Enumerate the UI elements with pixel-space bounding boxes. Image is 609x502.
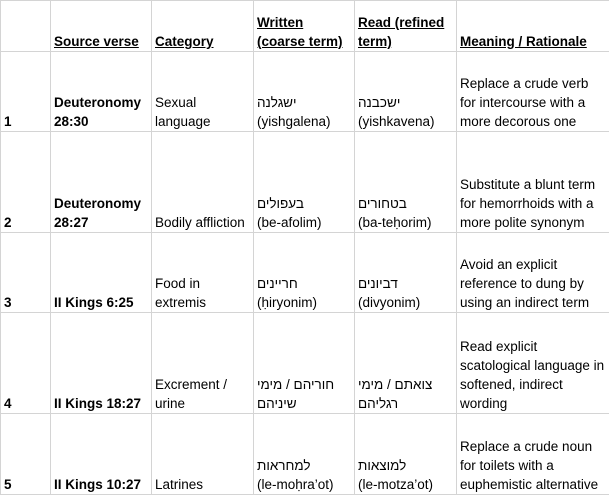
written-cell[interactable] xyxy=(254,233,355,313)
read-transliteration: (divyonim) xyxy=(358,295,421,310)
read-transliteration: (yishkavena) xyxy=(358,114,435,129)
meaning-cell[interactable]: Replace a crude noun for toilets with a euphemistic alternative xyxy=(457,414,609,495)
header-row xyxy=(1,1,609,52)
written-hebrew: ישגלנה xyxy=(257,95,297,110)
read-hebrew: דביונים xyxy=(358,276,398,291)
read-hebrew: צואתם / מימי רגליהם xyxy=(358,377,433,411)
written-transliteration: (ḥiryonim) xyxy=(257,295,318,310)
header-written: Written (coarse term) xyxy=(257,15,343,49)
table-row xyxy=(1,313,609,414)
table-row xyxy=(1,132,609,233)
table-row xyxy=(1,414,609,495)
header-source-cell[interactable] xyxy=(51,1,152,52)
written-transliteration: (be-afolim) xyxy=(257,215,322,230)
source-cell[interactable]: Deuteronomy 28:30 xyxy=(51,52,152,132)
read-cell[interactable] xyxy=(355,233,457,313)
category-cell[interactable]: Food in extremis xyxy=(152,233,254,313)
row-number-cell[interactable]: 4 xyxy=(1,313,51,414)
meaning-cell[interactable]: Substitute a blunt term for hemorrhoids with a more polite synonym xyxy=(457,132,609,233)
written-hebrew: בעפולים xyxy=(257,196,304,211)
source-cell[interactable]: II Kings 18:27 xyxy=(51,313,152,414)
read-hebrew: ישכבנה xyxy=(358,95,401,110)
read-cell[interactable] xyxy=(355,132,457,233)
written-hebrew: חריינים xyxy=(257,276,298,291)
written-hebrew: חוריהם / מימי שיניהם xyxy=(257,377,335,411)
meaning-cell[interactable]: Replace a crude verb for intercourse with a more decorous one xyxy=(457,52,609,132)
written-cell[interactable] xyxy=(254,414,355,495)
category-cell[interactable]: Latrines xyxy=(152,414,254,495)
written-transliteration: (le-moḥra’ot) xyxy=(257,477,334,492)
read-transliteration: (le-motza’ot) xyxy=(358,477,434,492)
read-cell[interactable] xyxy=(355,52,457,132)
source-cell[interactable]: Deuteronomy 28:27 xyxy=(51,132,152,233)
row-number-cell[interactable]: 5 xyxy=(1,414,51,495)
meaning-cell[interactable]: Read explicit scatological language in softened, indirect wording xyxy=(457,313,609,414)
row-number-cell[interactable]: 3 xyxy=(1,233,51,313)
read-hebrew: בטחורים xyxy=(358,196,407,211)
category-cell[interactable]: Sexual language xyxy=(152,52,254,132)
header-read: Read (refined term) xyxy=(358,15,445,49)
read-transliteration: (ba-teḥorim) xyxy=(358,215,432,230)
table-row xyxy=(1,52,609,132)
read-cell[interactable] xyxy=(355,313,457,414)
header-meaning-cell[interactable] xyxy=(457,1,609,52)
header-written-cell[interactable] xyxy=(254,1,355,52)
written-cell[interactable] xyxy=(254,52,355,132)
header-category: Category xyxy=(155,34,214,49)
written-transliteration: (yishgalena) xyxy=(257,114,331,129)
written-cell[interactable] xyxy=(254,132,355,233)
header-category-cell[interactable] xyxy=(152,1,254,52)
category-cell[interactable]: Excrement / urine xyxy=(152,313,254,414)
written-hebrew: למחראות xyxy=(257,458,311,473)
written-cell[interactable] xyxy=(254,313,355,414)
category-cell[interactable]: Bodily affliction xyxy=(152,132,254,233)
row-number-cell[interactable]: 2 xyxy=(1,132,51,233)
header-read-cell[interactable] xyxy=(355,1,457,52)
source-cell[interactable]: II Kings 6:25 xyxy=(51,233,152,313)
read-cell[interactable] xyxy=(355,414,457,495)
row-number-cell[interactable]: 1 xyxy=(1,52,51,132)
row-number-header-cell[interactable] xyxy=(1,1,51,52)
table-row xyxy=(1,233,609,313)
source-cell[interactable]: II Kings 10:27 xyxy=(51,414,152,495)
read-hebrew: למוצאות xyxy=(358,458,407,473)
meaning-cell[interactable]: Avoid an explicit reference to dung by using an indirect term xyxy=(457,233,609,313)
header-meaning: Meaning / Rationale xyxy=(460,34,587,49)
header-source: Source verse xyxy=(54,34,139,49)
